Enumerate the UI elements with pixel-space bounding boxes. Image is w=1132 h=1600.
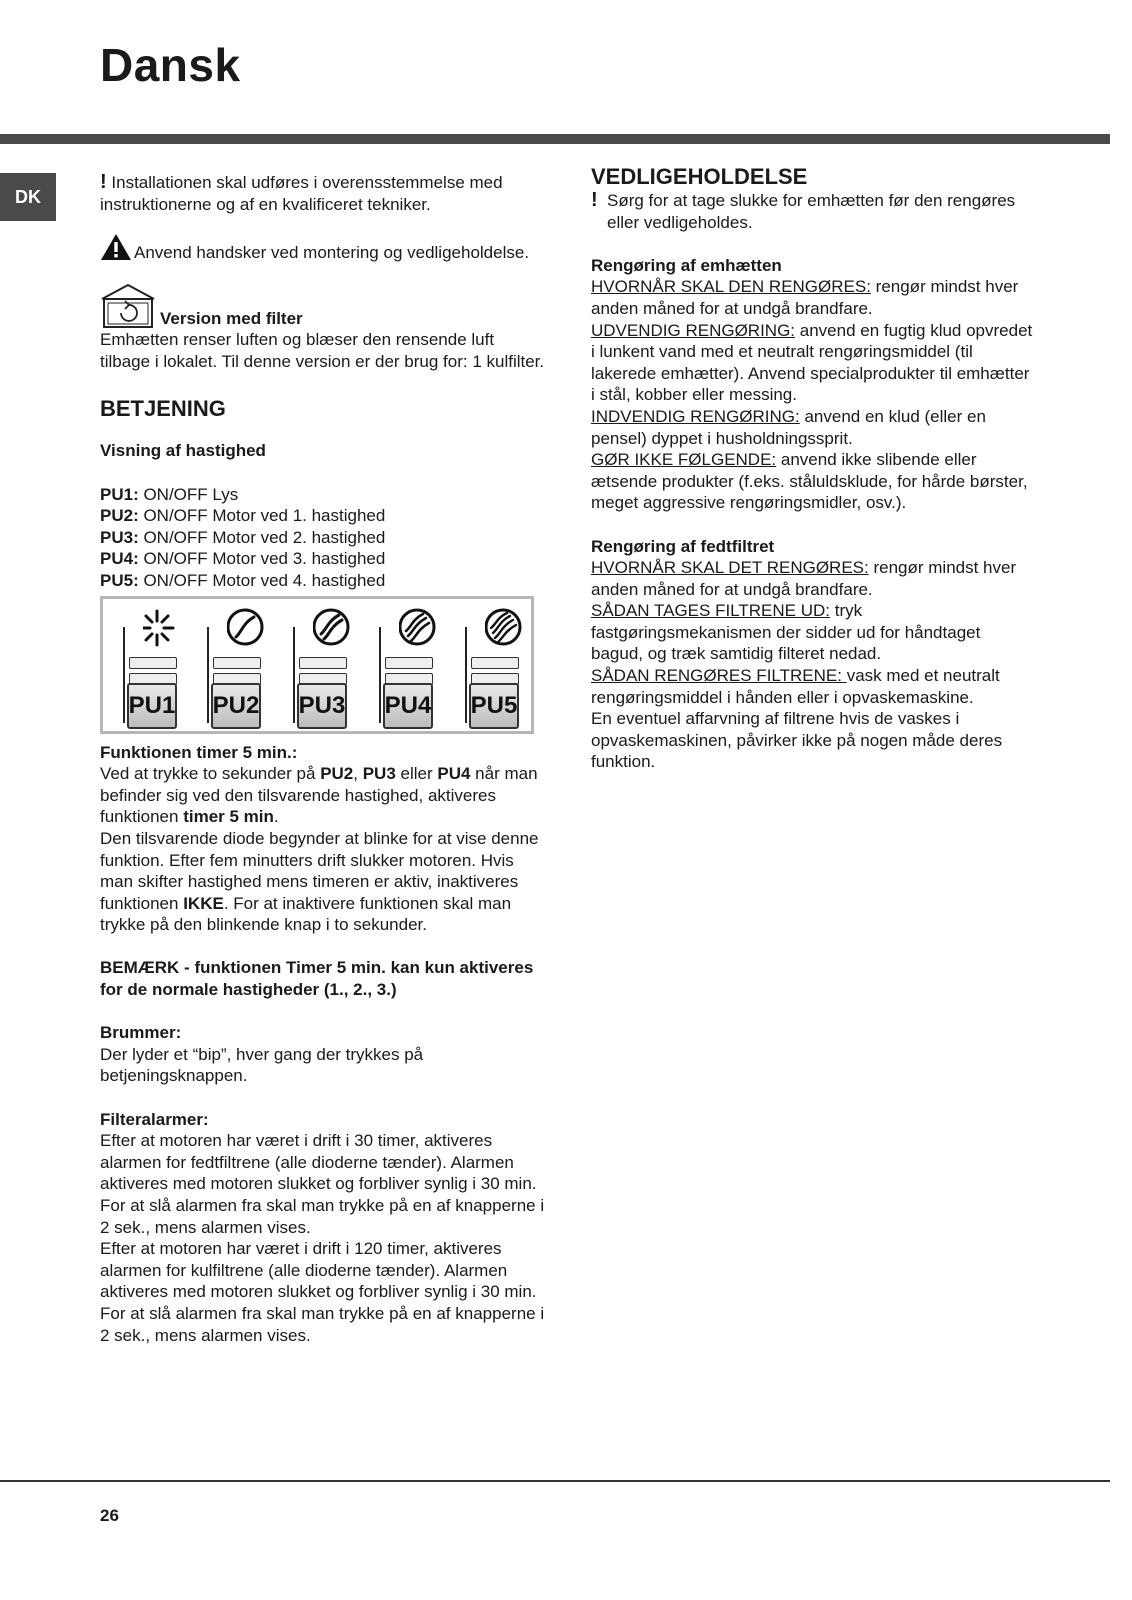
hood-inside: INDVENDIG RENGØRING: anvend en klud (eller en pensel) dyppet i husholdningssprit. (591, 406, 986, 448)
pu3-button: PU3 (297, 683, 347, 729)
filter-version-header (100, 283, 545, 329)
list-item: PU2: ON/OFF Motor ved 1. hastighed (100, 506, 386, 526)
grease-note: En eventuel affarvning af filtrene hvis de vaskes i opvaskemaskinen, påvirker ikke på nogen måde deres funktion. (591, 709, 1003, 772)
page-title: Dansk (100, 39, 241, 91)
pu1-control (123, 607, 189, 727)
list-item: PU3: ON/OFF Motor ved 2. hastighed (100, 527, 386, 547)
pu3-control (293, 607, 359, 727)
maintenance-heading: VEDLIGEHOLDELSE (591, 164, 808, 189)
filter-alarm-paragraph-2: Efter at motoren har været i drift i 120 timer, aktiveres alarmen for kulfiltrene (alle dioderne tænder). Alarmen aktiveres med motoren slukket og forbliver synlig i 30 min. For at slå alarmen fra skal man trykke på en af knapperne i 2 sek., mens alarmen vises. (100, 1239, 545, 1345)
timer-paragraph-1: Ved at trykke to sekunder på PU2, PU3 eller PU4 når man befinder sig ved den tilsvarende hastighed, aktiveres funktionen timer 5 min. (100, 764, 538, 827)
grease-clean: SÅDAN RENGØRES FILTRENE: vask med et neutralt rengøringsmiddel i hånden eller i opvaskemaskine. (591, 666, 1000, 707)
fan-speed-4-icon (485, 607, 529, 651)
fan-speed-3-icon (399, 607, 443, 651)
filter-alarm-title: Filteralarmer: (100, 1109, 209, 1129)
right-column (591, 164, 1036, 773)
pu2-control (207, 607, 273, 727)
grease-filter-title: Rengøring af fedtfiltret (591, 536, 775, 556)
timer-title: Funktionen timer 5 min.: (100, 742, 298, 762)
exclamation-icon: ! (100, 171, 107, 193)
hood-dont: GØR IKKE FØLGENDE: anvend ikke slibende eller ætsende produkter (f.eks. ståluldsklude, for hårde børster, meget aggressive rengøringsmidler, osv.). (591, 450, 1028, 513)
hood-cleaning-title: Rengøring af emhætten (591, 255, 782, 275)
buzzer-text: Der lyder et “bip”, hver gang der trykkes på betjeningsknappen. (100, 1044, 424, 1086)
page-number: 26 (100, 1506, 119, 1525)
pu5-control (465, 607, 531, 727)
exclamation-icon: ! (591, 189, 598, 211)
grease-when: HVORNÅR SKAL DET RENGØRES: rengør mindst hver anden måned for at undgå brandfare. (591, 558, 1017, 599)
filter-version-text: Emhætten renser luften og blæser den rensende luft tilbage i lokalet. Til denne version er der brug for: 1 kulfilter. (100, 330, 545, 371)
list-item: PU4: ON/OFF Motor ved 3. hastighed (100, 549, 386, 569)
pu5-button: PU5 (469, 683, 519, 729)
pu4-button: PU4 (383, 683, 433, 729)
pu-list (100, 484, 545, 592)
grease-remove: SÅDAN TAGES FILTRENE UD: tryk fastgøringsmekanismen der sidder ud for håndtaget bagud, og træk samtidig filteret nedad. (591, 601, 981, 664)
language-tab: DK (0, 173, 56, 221)
control-panel-illustration (100, 596, 534, 734)
header-divider (0, 134, 1110, 144)
pu2-button: PU2 (211, 683, 261, 729)
betjening-heading: BETJENING (100, 396, 226, 422)
warning-icon (100, 233, 132, 261)
left-column (100, 172, 545, 1346)
footer-divider (0, 1480, 1110, 1482)
light-icon (143, 607, 187, 651)
timer-paragraph-2: Den tilsvarende diode begynder at blinke for at vise denne funktion. Efter fem minutters drift slukker motoren. Hvis man skifter hastighed mens timeren er aktiv, inaktiveres funktionen IKKE. For at inaktivere funktionen skal man trykke på den blinkende knap i to sekunder. (100, 828, 539, 935)
list-item: PU5: ON/OFF Motor ved 4. hastighed (100, 570, 386, 590)
fan-speed-1-icon (227, 607, 271, 651)
list-item: PU1: ON/OFF Lys (100, 484, 239, 504)
buzzer-title: Brummer: (100, 1023, 182, 1043)
filter-version-title: Version med filter (160, 308, 303, 328)
pu4-control (379, 607, 445, 727)
timer-remark: BEMÆRK - funktionen Timer 5 min. kan kun aktiveres for de normale hastigheder (1., 2., 3.) (100, 958, 534, 1000)
installation-note: ! Installationen skal udføres i overensstemmelse med instruktionerne og af en kvalificeret tekniker. (100, 171, 503, 214)
fan-speed-2-icon (313, 607, 357, 651)
hood-outside: UDVENDIG RENGØRING: anvend en fugtig klud opvredet i lunkent vand med et neutralt rengøringsmiddel (til lakerede emhætter). Anvend specialprodukter til emhætter i stål, kobber eller messing. (591, 320, 1033, 405)
speed-display-title: Visning af hastighed (100, 441, 266, 461)
filter-alarm-paragraph-1: Efter at motoren har været i drift i 30 timer, aktiveres alarmen for fedtfiltrene (alle dioderne tænder). Alarmen aktiveres med motoren slukket og forbliver synlig i 30 min. For at slå alarmen fra skal man trykke på en af knapperne i 2 sek., mens alarmen vises. (100, 1131, 545, 1237)
maintenance-note: ! Sørg for at tage slukke for emhætten før den rengøres eller vedligeholdes. (591, 189, 1016, 232)
gloves-note: Anvend handsker ved montering og vedligeholdelse. (100, 233, 545, 261)
recirculation-house-icon (100, 283, 156, 329)
pu1-button: PU1 (127, 683, 177, 729)
hood-when: HVORNÅR SKAL DEN RENGØRES: rengør mindst hver anden måned for at undgå brandfare. (591, 277, 1019, 318)
